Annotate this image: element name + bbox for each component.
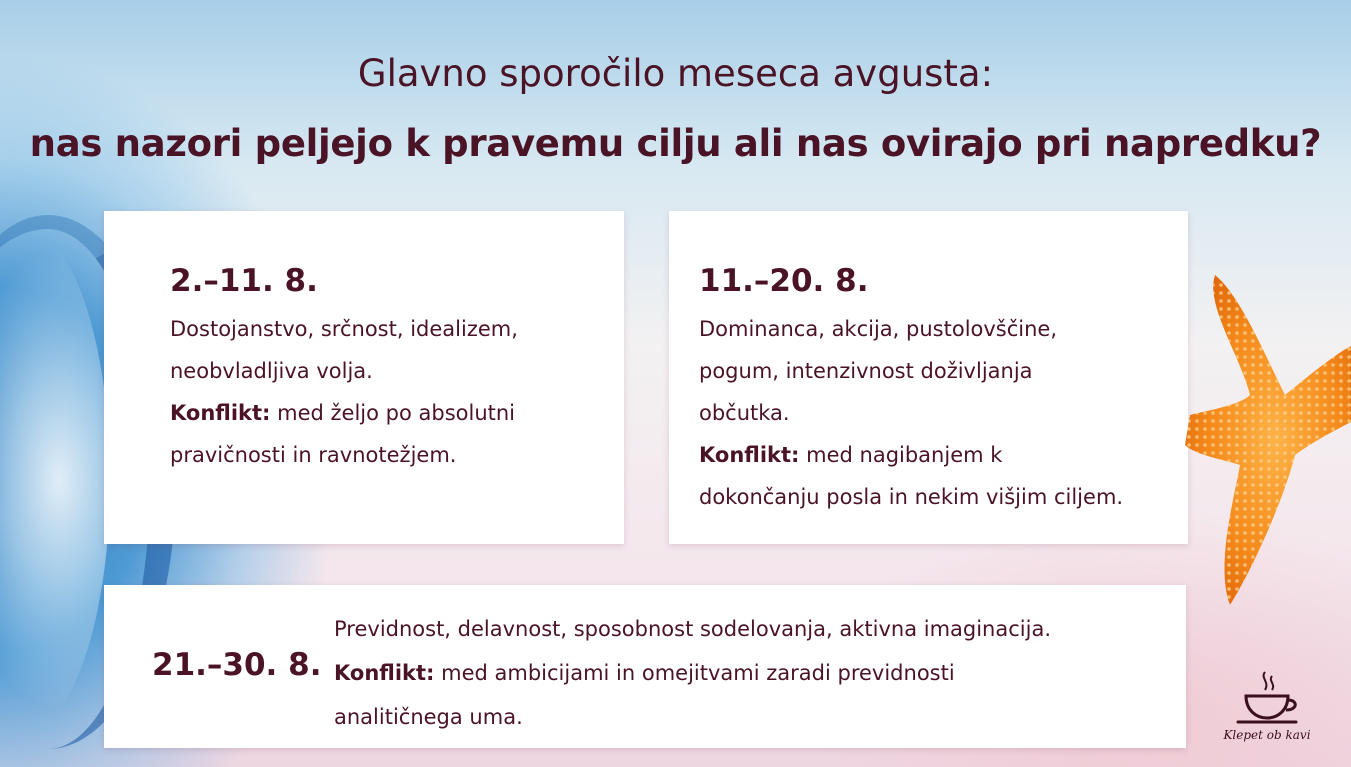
traits-line: Dostojanstvo, srčnost, idealizem, bbox=[170, 317, 518, 341]
conflict-line bbox=[170, 392, 518, 434]
conflict-text: med željo po absolutni bbox=[270, 401, 516, 425]
period-card-3 bbox=[104, 585, 1186, 748]
period-date: 2.–11. 8. bbox=[170, 263, 318, 299]
traits-line: neobvladljiva volja. bbox=[170, 359, 373, 383]
period-description bbox=[334, 607, 1051, 739]
conflict-line bbox=[699, 434, 1123, 476]
conflict-line: analitičnega uma. bbox=[334, 705, 523, 729]
page-title: Glavno sporočilo meseca avgusta: bbox=[357, 52, 994, 95]
page-subtitle: nas nazori peljejo k pravemu cilju ali nas ovirajo pri napredku? bbox=[29, 122, 1322, 165]
conflict-line bbox=[334, 651, 1051, 695]
conflict-line: pravičnosti in ravnotežjem. bbox=[170, 443, 457, 467]
brand-logo bbox=[1212, 668, 1322, 748]
traits-line: občutka. bbox=[699, 401, 790, 425]
logo-text: Klepet ob kavi bbox=[1223, 728, 1311, 742]
period-description bbox=[699, 308, 1123, 518]
conflict-text: med nagibanjem k bbox=[799, 443, 1003, 467]
conflict-label: Konflikt: bbox=[170, 401, 271, 425]
period-card-1 bbox=[104, 211, 624, 544]
conflict-text: med ambicijami in omejitvami zaradi previdnosti bbox=[434, 661, 955, 685]
conflict-label: Konflikt: bbox=[699, 443, 800, 467]
traits-line: Dominanca, akcija, pustolovščine, bbox=[699, 317, 1058, 341]
conflict-label: Konflikt: bbox=[334, 661, 435, 685]
traits-line: Previdnost, delavnost, sposobnost sodelovanja, aktivna imaginacija. bbox=[334, 617, 1051, 641]
period-description bbox=[170, 308, 518, 476]
period-card-2 bbox=[669, 211, 1188, 544]
coffee-cup-icon bbox=[1232, 668, 1302, 728]
traits-line: pogum, intenzivnost doživljanja bbox=[699, 359, 1033, 383]
conflict-line: dokončanju posla in nekim višjim ciljem. bbox=[699, 485, 1124, 509]
period-date: 11.–20. 8. bbox=[699, 263, 869, 299]
period-date: 21.–30. 8. bbox=[152, 647, 322, 683]
starfish-icon bbox=[1185, 265, 1351, 615]
